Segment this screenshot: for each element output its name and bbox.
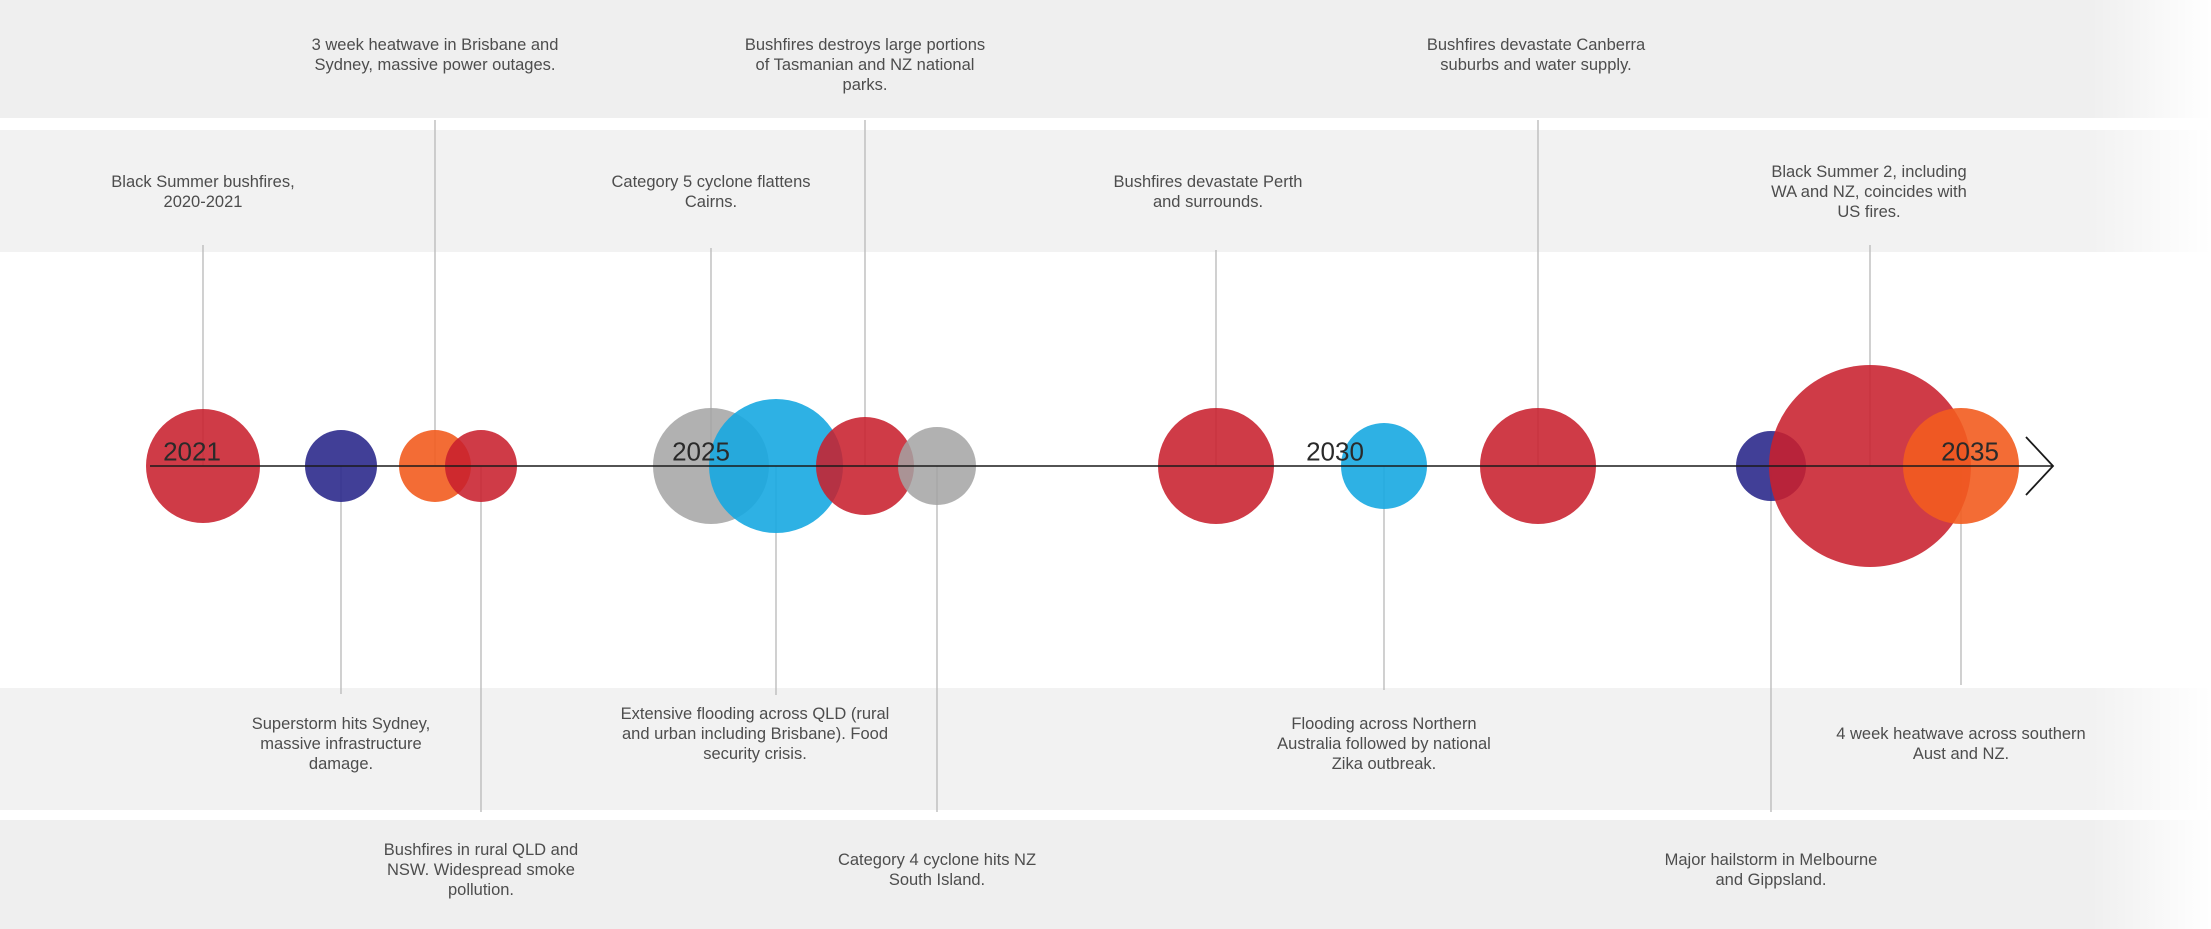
- event-label-bushfires-perth: Bushfires devastate Perth and surrounds.: [1113, 173, 1303, 211]
- event-label-heatwave-3week: 3 week heatwave in Brisbane and Sydney, massive power outages.: [311, 36, 559, 74]
- event-label-cyclone-cairns: Category 5 cyclone flattens Cairns.: [611, 173, 811, 211]
- event-label-flooding-qld: Extensive flooding across QLD (rural and urban including Brisbane). Food security crisis.: [620, 705, 890, 763]
- event-label-bushfires-canberra: Bushfires devastate Canberra suburbs and water supply.: [1426, 36, 1646, 74]
- event-label-heatwave-4week: 4 week heatwave across southern Aust and NZ.: [1836, 725, 2086, 763]
- year-label-2021: 2021: [163, 436, 221, 467]
- year-label-2035: 2035: [1941, 436, 1999, 467]
- event-label-black-summer: Black Summer bushfires, 2020-2021: [111, 173, 295, 211]
- event-label-bushfires-tasmania: Bushfires destroys large portions of Tasmanian and NZ national parks.: [744, 36, 986, 94]
- event-label-superstorm-sydney: Superstorm hits Sydney, massive infrastructure damage.: [251, 715, 431, 773]
- event-label-hailstorm: Major hailstorm in Melbourne and Gippsland.: [1664, 851, 1878, 889]
- event-label-flooding-north: Flooding across Northern Australia followed by national Zika outbreak.: [1277, 715, 1491, 773]
- year-label-2025: 2025: [672, 436, 730, 467]
- event-label-black-summer-2: Black Summer 2, including WA and NZ, coincides with US fires.: [1771, 163, 1967, 221]
- year-label-2030: 2030: [1306, 436, 1364, 467]
- event-label-cyclone-nz: Category 4 cyclone hits NZ South Island.: [837, 851, 1037, 889]
- event-label-bushfires-qld-nsw: Bushfires in rural QLD and NSW. Widespread smoke pollution.: [383, 841, 579, 899]
